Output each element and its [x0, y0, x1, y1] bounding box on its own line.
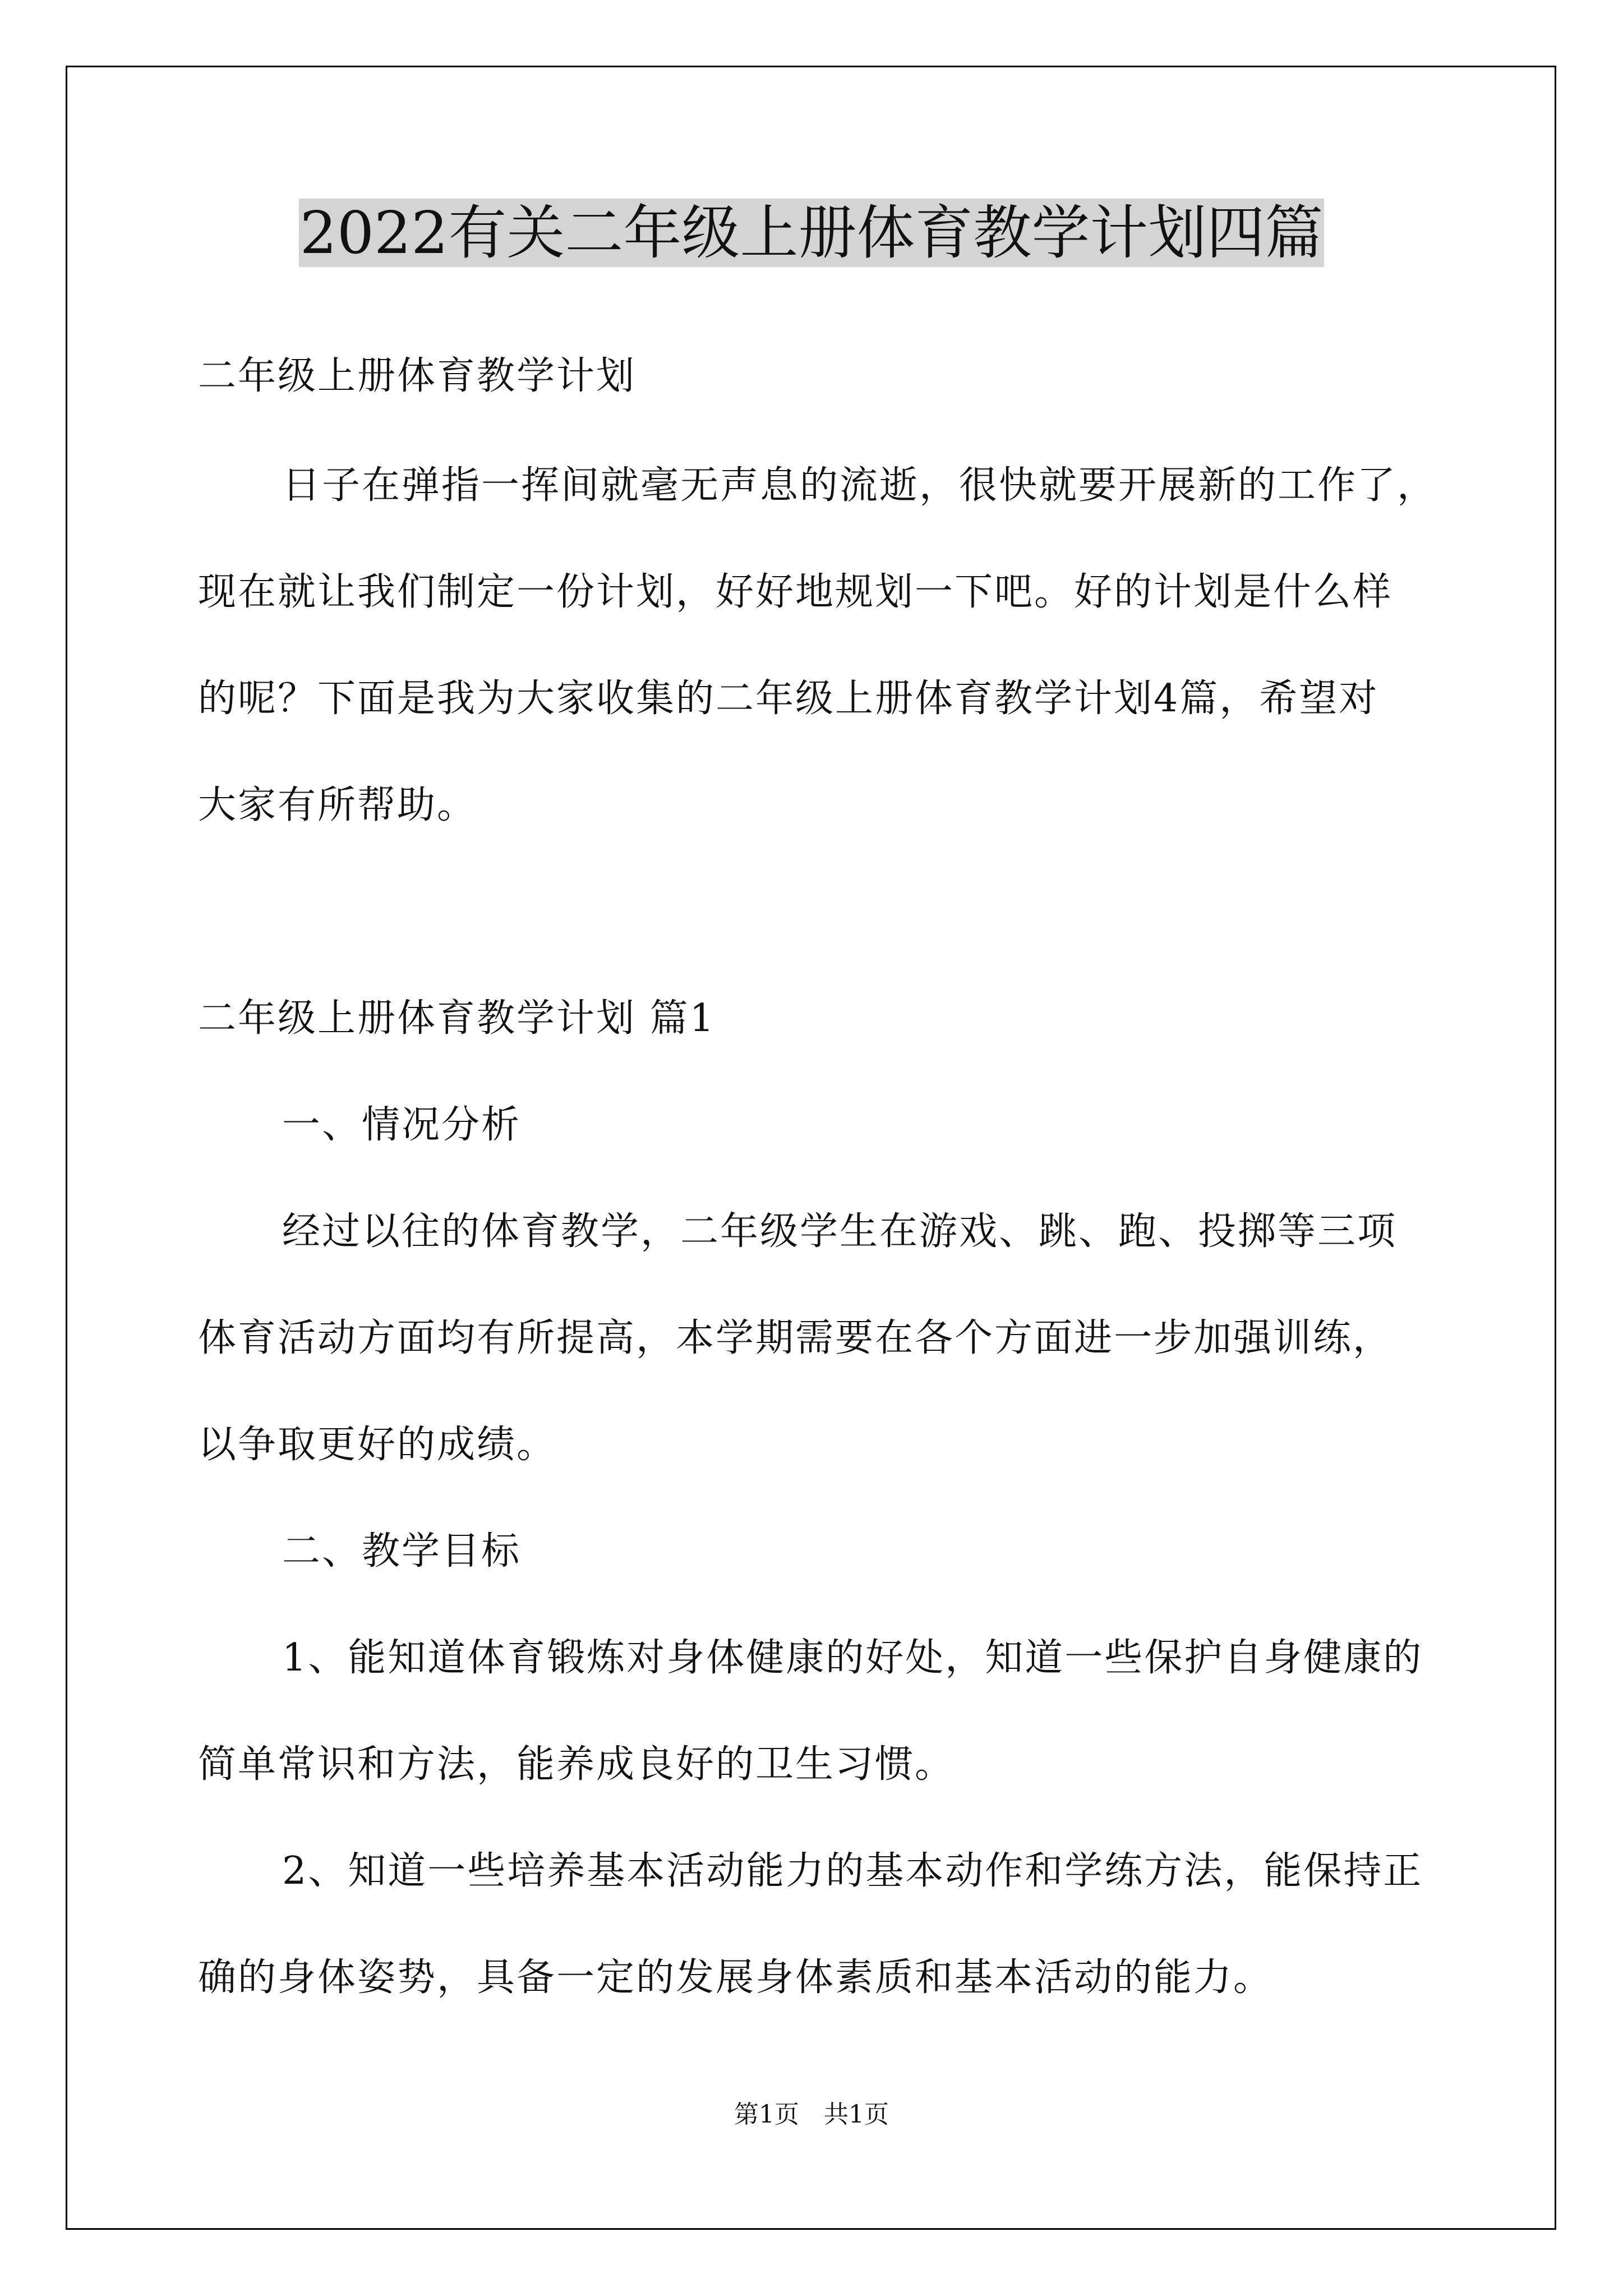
- document-title-text: 2022有关二年级上册体育教学计划四篇: [299, 199, 1324, 267]
- paragraph-line: 确的身体姿势，具备一定的发展身体素质和基本活动的能力。: [198, 1955, 1274, 2000]
- paragraph-line: 经过以往的体育教学，二年级学生在游戏、跳、跑、投掷等三项: [282, 1209, 1398, 1254]
- section-heading: 二年级上册体育教学计划: [198, 354, 637, 398]
- paragraph-line: 1、能知道体育锻炼对身体健康的好处，知道一些保护自身健康的: [282, 1636, 1423, 1680]
- paragraph-line: 简单常识和方法，能养成良好的卫生习惯。: [198, 1742, 955, 1787]
- intro-paragraph-line: 的呢？下面是我为大家收集的二年级上册体育教学计划4篇，希望对: [198, 677, 1379, 721]
- paragraph-line: 2、知道一些培养基本活动能力的基本动作和学练方法，能保持正: [282, 1849, 1423, 1893]
- document-title: [0, 194, 1623, 272]
- page-footer: 第1页 共1页: [734, 2100, 889, 2129]
- intro-paragraph-line: 日子在弹指一挥间就毫无声息的流逝，很快就要开展新的工作了，: [282, 463, 1437, 508]
- paragraph-line: 以争取更好的成绩。: [198, 1423, 557, 1467]
- intro-paragraph-line: 大家有所帮助。: [198, 783, 477, 827]
- article-heading: 二年级上册体育教学计划 篇1: [198, 996, 716, 1041]
- subsection-heading: 一、情况分析: [282, 1103, 522, 1147]
- intro-paragraph-line: 现在就让我们制定一份计划，好好地规划一下吧。好的计划是什么样: [198, 570, 1393, 614]
- paragraph-line: 体育活动方面均有所提高，本学期需要在各个方面进一步加强训练，: [198, 1316, 1393, 1360]
- subsection-heading: 二、教学目标: [282, 1529, 522, 1573]
